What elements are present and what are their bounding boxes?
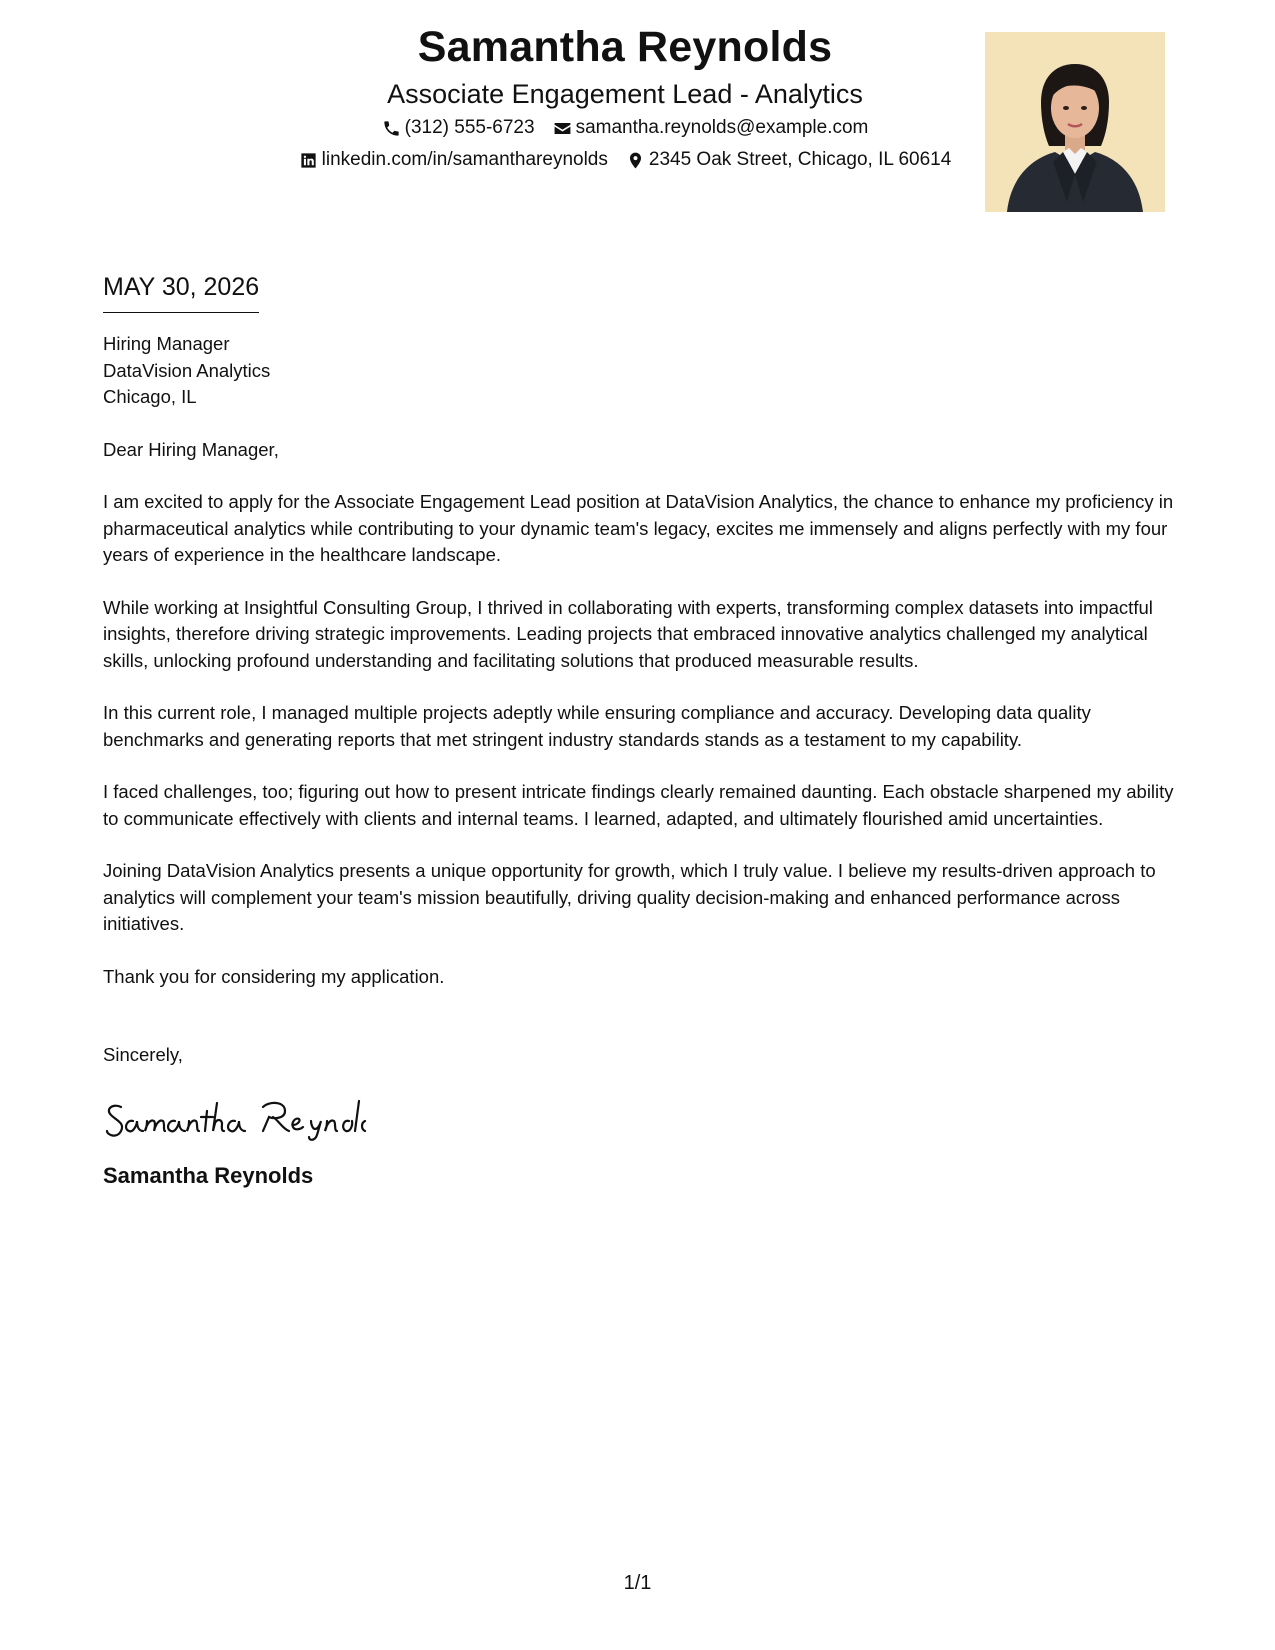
handwritten-signature <box>103 1091 1183 1141</box>
body-paragraph: In this current role, I managed multiple projects adeptly while ensuring compliance and accuracy. Developing data quality benchmarks and generating reports that met stringent industry standards stands as a testament to my capability. <box>103 702 1091 750</box>
recipient-block <box>103 331 1183 411</box>
applicant-title: Associate Engagement Lead - Analytics <box>387 79 863 109</box>
body-paragraph: I am excited to apply for the Associate Engagement Lead position at DataVision Analytics, the chance to enhance my proficiency in pharmaceutical analytics while contributing to your dynamic team's legacy, excites me immensely and aligns perfectly with my four years of experience in the healthcare landscape. <box>103 491 1174 565</box>
recipient-line: Hiring Manager <box>103 333 230 354</box>
linkedin-url: linkedin.com/in/samanthareynolds <box>321 149 608 170</box>
signed-name: Samantha Reynolds <box>103 1162 314 1188</box>
letter-body <box>103 270 1183 1189</box>
contact-row-1 <box>225 112 1025 144</box>
email-contact <box>553 112 869 144</box>
phone-icon <box>382 119 401 138</box>
linkedin-contact <box>299 144 608 176</box>
body-paragraph: Joining DataVision Analytics presents a unique opportunity for growth, which I truly value. I believe my results-driven approach to analytics will complement your team's mission beautifully, driving quality decision-making and enhanced performance across initiatives. <box>103 860 1156 934</box>
applicant-name: Samantha Reynolds <box>417 23 833 71</box>
contact-row-2 <box>225 144 1025 176</box>
body-paragraph: While working at Insightful Consulting Group, I thrived in collaborating with experts, transforming complex datasets into impactful insights, therefore driving strategic improvements. Leading projects that embraced innovative analytics challenged my analytical skills, unlocking profound understanding and facilitating solutions that produced measurable results. <box>103 596 1153 671</box>
header-text <box>225 18 1025 176</box>
address-contact <box>626 144 951 176</box>
body-paragraph: I faced challenges, too; figuring out how to present intricate findings clearly remained daunting. Each obstacle sharpened my ability to communicate effectively with clients and internal teams. I learned, adapted, and ultimately flourished amid uncertainties. <box>103 781 1174 829</box>
salutation: Dear Hiring Manager, <box>103 438 279 460</box>
email-address: samantha.reynolds@example.com <box>575 117 869 138</box>
letter-date: MAY 30, 2026 <box>103 270 259 313</box>
map-pin-icon <box>626 151 645 170</box>
recipient-line: Chicago, IL <box>103 386 197 407</box>
phone-contact <box>382 112 535 144</box>
page-number: 1/1 <box>623 1572 652 1594</box>
profile-photo <box>985 32 1165 212</box>
phone-number: (312) 555-6723 <box>404 117 535 138</box>
envelope-icon <box>553 119 572 138</box>
recipient-line: DataVision Analytics <box>103 359 271 381</box>
linkedin-icon <box>299 151 318 170</box>
closing: Sincerely, <box>103 1044 183 1065</box>
street-address: 2345 Oak Street, Chicago, IL 60614 <box>648 149 952 170</box>
letter-header <box>0 18 1275 218</box>
body-paragraph: Thank you for considering my application. <box>103 965 445 987</box>
